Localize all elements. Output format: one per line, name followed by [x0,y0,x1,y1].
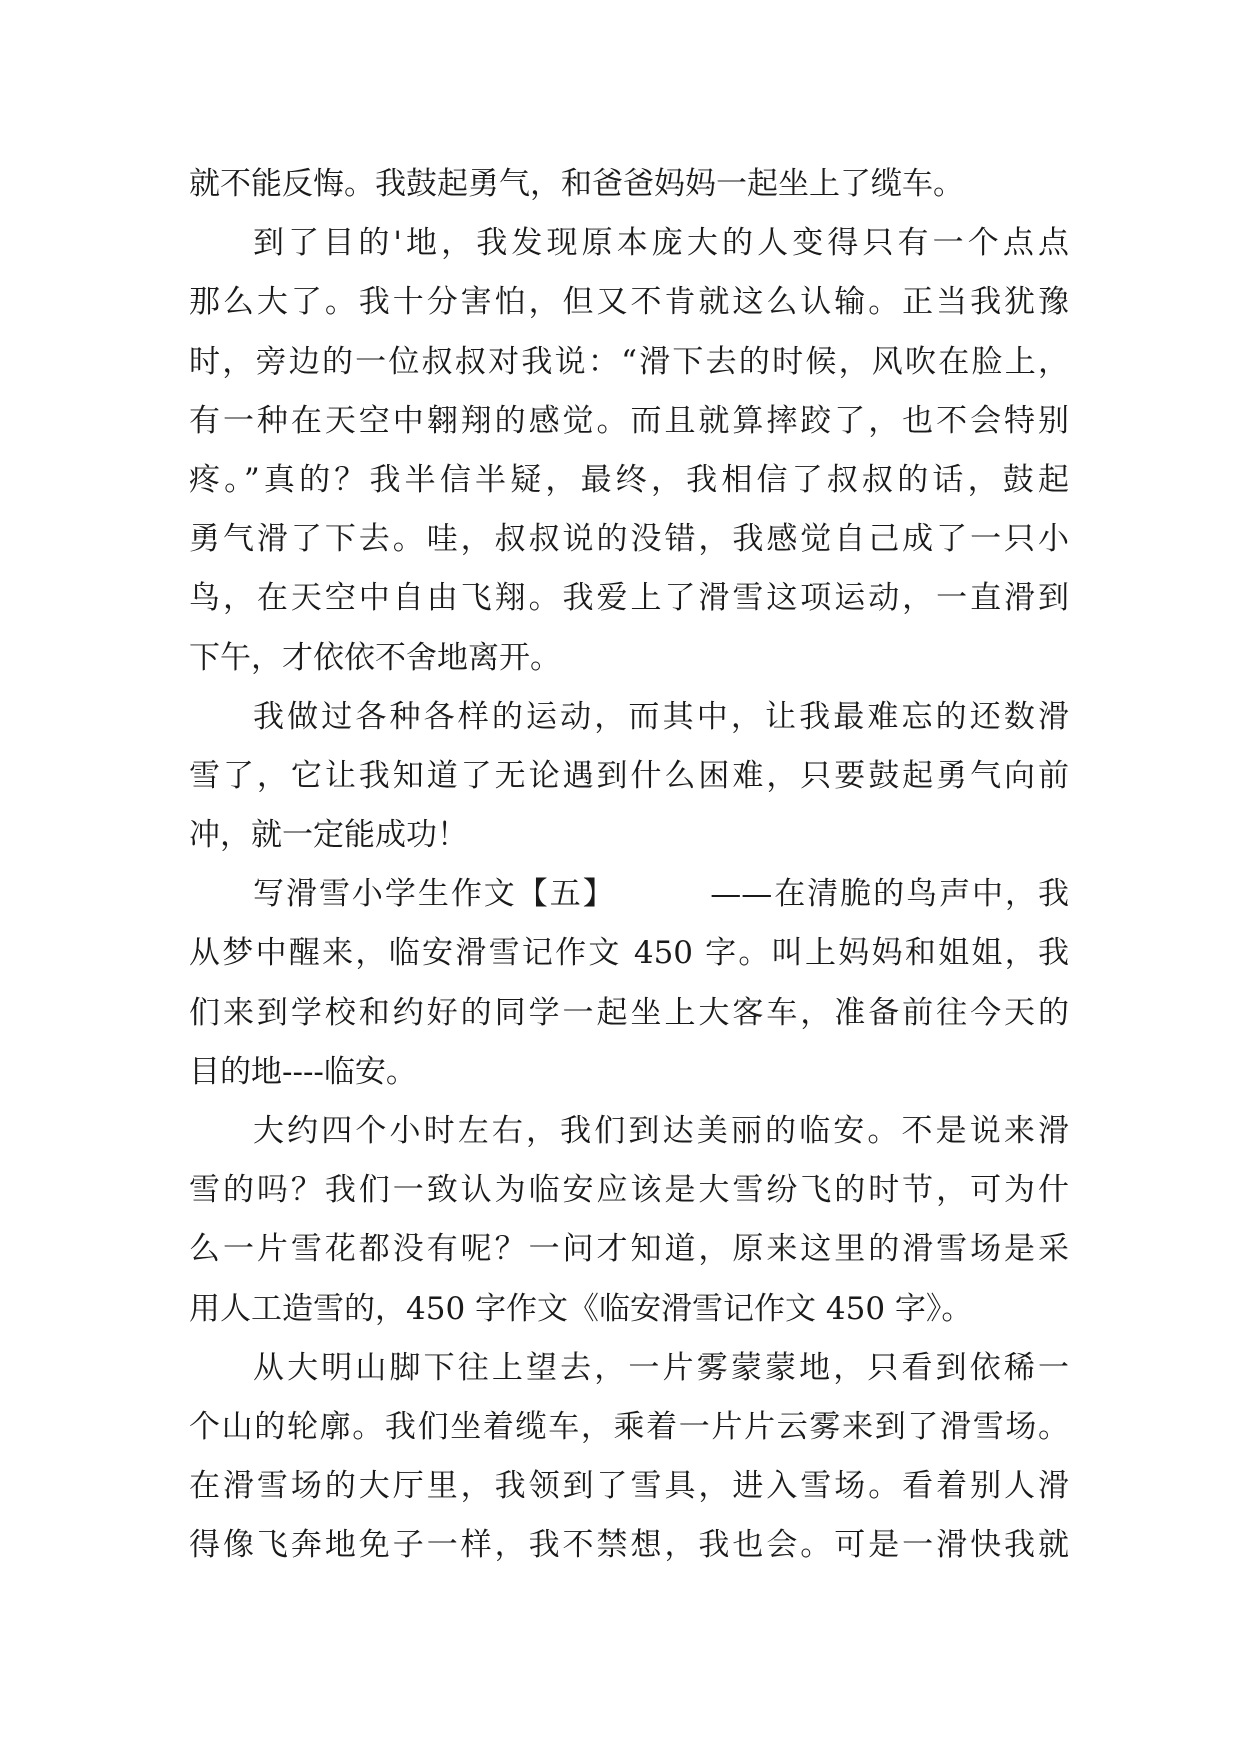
text-line: 目的地----临安。 [189,1053,417,1090]
text-line: 得像飞奔地免子一样，我不禁想，我也会。可是一滑快我就 [189,1527,1069,1564]
text-line: 用人工造雪的，450 字作文《临安滑雪记作文 450 字》。 [189,1290,973,1327]
text-line: 冲，就一定能成功！ [189,817,468,854]
text-line: 么一片雪花都没有呢？一问才知道，原来这里的滑雪场是采 [189,1231,1069,1268]
text-line: 个山的轮廓。我们坐着缆车，乘着一片片云雾来到了滑雪场。 [189,1408,1069,1445]
text-line: 疼。”真的？我半信半疑，最终，我相信了叔叔的话，鼓起 [189,461,1069,498]
essay-body [189,155,1069,1576]
text-line: 时，旁边的一位叔叔对我说：“滑下去的时候，风吹在脸上， [189,343,1069,380]
text-line: 在滑雪场的大厅里，我领到了雪具，进入雪场。看着别人滑 [189,1468,1069,1505]
text-line: 从大明山脚下往上望去，一片雾蒙蒙地，只看到依稀一 [253,1349,1069,1386]
text-line: 那么大了。我十分害怕，但又不肯就这么认输。正当我犹豫 [189,284,1069,321]
text-line: 到了目的'地，我发现原本庞大的人变得只有一个点点 [253,225,1069,262]
text-line: 有一种在天空中翱翔的感觉。而且就算摔跤了，也不会特别 [189,402,1069,439]
text-line: 就不能反悔。我鼓起勇气，和爸爸妈妈一起坐上了缆车。 [189,166,964,202]
text-line: 勇气滑了下去。哇，叔叔说的没错，我感觉自己成了一只小 [189,521,1069,558]
text-line: 写滑雪小学生作文【五】 ——在清脆的鸟声中，我 [253,876,1069,913]
text-line: 雪的吗？我们一致认为临安应该是大雪纷飞的时节，可为什 [189,1172,1069,1209]
text-line: 雪了，它让我知道了无论遇到什么困难，只要鼓起勇气向前 [189,757,1069,794]
text-line: 大约四个小时左右，我们到达美丽的临安。不是说来滑 [253,1113,1069,1149]
text-line: 们来到学校和约好的同学一起坐上大客车，准备前往今天的 [189,994,1069,1031]
text-line: 从梦中醒来，临安滑雪记作文 450 字。叫上妈妈和姐姐，我 [189,935,1069,972]
text-line: 鸟，在天空中自由飞翔。我爱上了滑雪这项运动，一直滑到 [189,580,1069,617]
text-line: 下午，才依依不舍地离开。 [189,639,561,676]
text-line: 我做过各种各样的运动，而其中，让我最难忘的还数滑 [253,698,1069,735]
